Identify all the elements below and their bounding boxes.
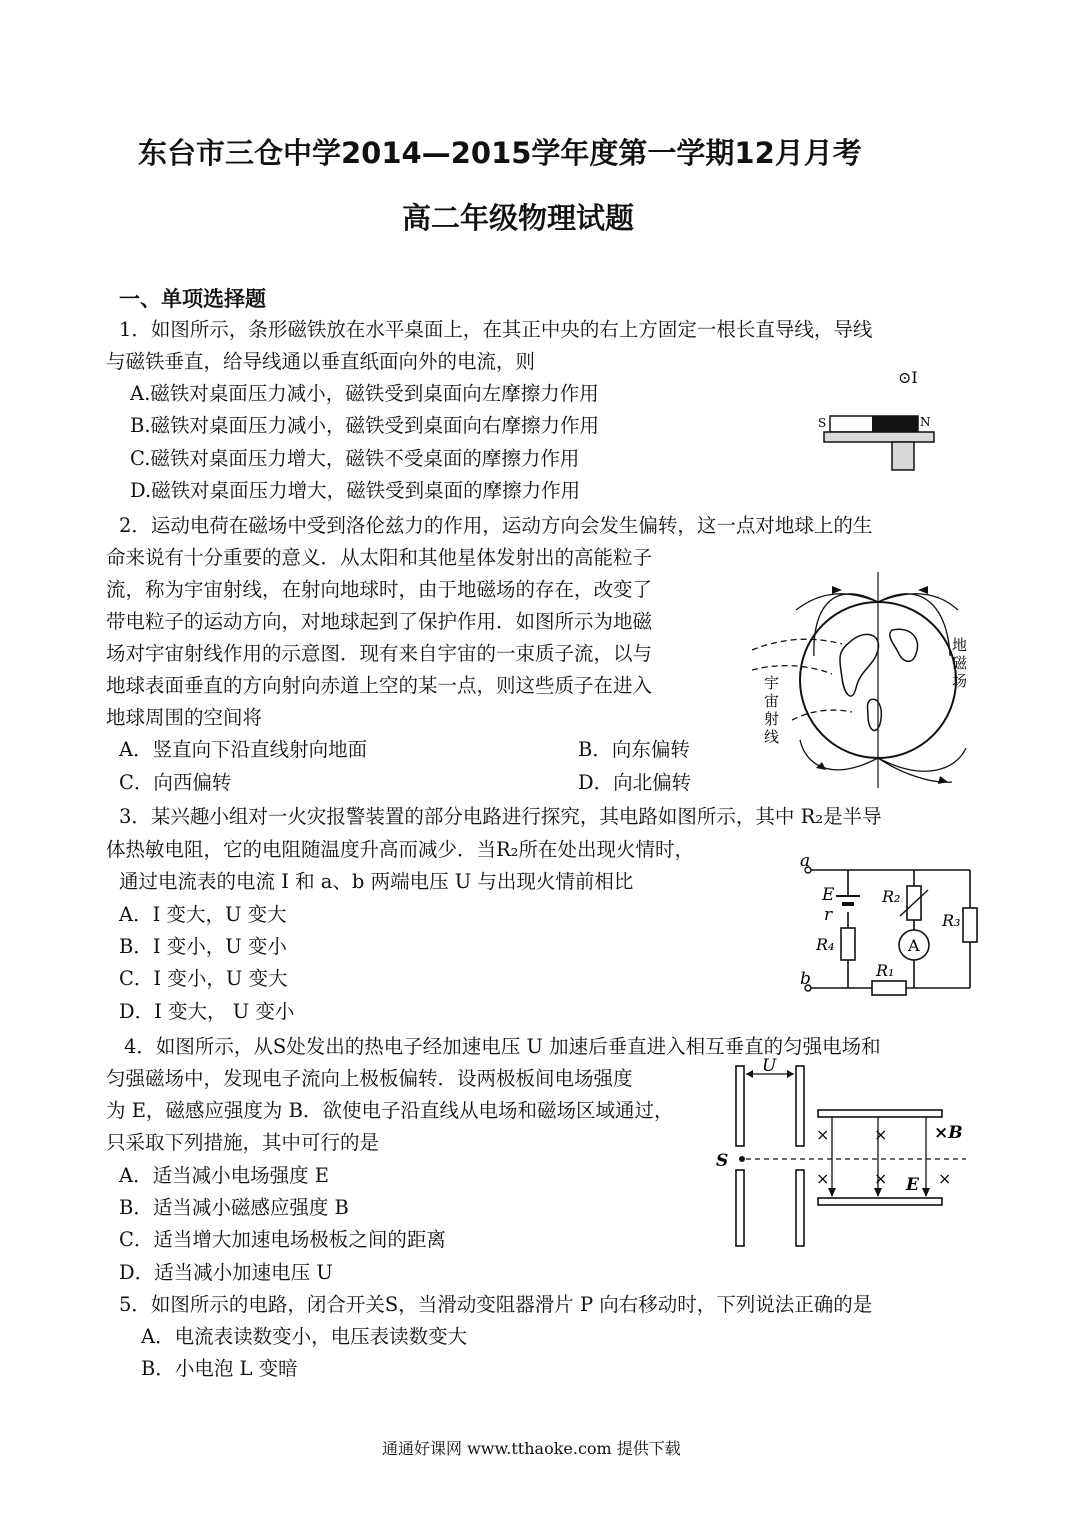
magnet-north-label: N: [920, 415, 931, 429]
question-text-line: 命来说有十分重要的意义．从太阳和其他星体发射出的高能粒子: [106, 546, 653, 569]
accelerating-plate: [736, 1066, 744, 1146]
table-leg: [892, 442, 914, 470]
emf-label: E: [822, 885, 835, 905]
magnet-south-label: S: [818, 416, 827, 430]
question-text-line: 流，称为宇宙射线，在射向地球时，由于地磁场的存在，改变了: [106, 578, 653, 601]
resistor-r3: [963, 908, 977, 942]
option-a: A．电流表读数变小，电压表读数变大: [141, 1325, 468, 1348]
option-c: C.磁铁对桌面压力增大，磁铁不受桌面的摩擦力作用: [130, 447, 580, 470]
terminal-b-label: b: [800, 969, 811, 989]
label-char: 场: [952, 672, 968, 690]
lower-deflection-plate: [818, 1198, 942, 1205]
current-label: ⊙I: [898, 368, 918, 387]
r1-label: R₁: [876, 961, 895, 980]
magnetic-field-cross: ×: [938, 1169, 952, 1188]
option-b: B．I 变小，U 变小: [119, 935, 287, 958]
resistor-r1: [872, 981, 906, 995]
magnet-wire-figure: [810, 364, 940, 474]
source-label: S: [716, 1151, 729, 1171]
label-char: 线: [764, 728, 780, 746]
option-c: C．适当增大加速电场极板之间的距离: [119, 1228, 446, 1251]
arrow-head: [918, 586, 928, 594]
option-a: A．适当减小电场强度 E: [119, 1164, 330, 1187]
question-text-line: 与磁铁垂直，给导线通以垂直纸面向外的电流，则: [106, 350, 536, 373]
accelerating-plate: [796, 1066, 804, 1146]
magnetic-field-label: ×B: [934, 1123, 963, 1143]
arrow-head: [816, 762, 826, 770]
question-text-line: 体热敏电阻，它的电阻随温度升高而减少．当R₂所在处出现火情时，: [106, 838, 694, 861]
option-a: A.磁铁对桌面压力减小，磁铁受到桌面向左摩擦力作用: [130, 382, 599, 405]
label-char: 射: [764, 710, 780, 728]
question-text-line: 带电粒子的运动方向，对地球起到了保护作用．如图所示为地磁: [106, 610, 653, 633]
label-char: 宙: [764, 692, 780, 710]
option-d: D．向北偏转: [578, 771, 692, 794]
question-text-line: 为 E，磁感应强度为 B．欲使电子沿直线从电场和磁场区域通过，: [106, 1099, 674, 1122]
option-d: D.磁铁对桌面压力增大，磁铁受到桌面的摩擦力作用: [130, 479, 581, 502]
question-text-line: 1．如图所示，条形磁铁放在水平桌面上，在其正中央的右上方固定一根长直导线，导线: [119, 318, 873, 341]
option-a: A．竖直向下沿直线射向地面: [119, 738, 368, 761]
magnetic-field-cross: ×: [874, 1169, 888, 1188]
exam-subtitle: 高二年级物理试题: [402, 201, 635, 235]
question-text-line: 地球表面垂直的方向射向赤道上空的某一点，则这些质子在进入: [106, 674, 653, 697]
footer-text: 通通好课网 www.tthaoke.com 提供下载: [382, 1439, 681, 1458]
resistor-r4: [841, 928, 855, 960]
option-b: B．适当减小磁感应强度 B: [119, 1196, 349, 1219]
question-text-line: 场对宇宙射线作用的示意图．现有来自宇宙的一束质子流，以与: [106, 642, 653, 665]
magnetic-field-cross: ×: [816, 1125, 830, 1144]
question-text-line: 地球周围的空间将: [106, 706, 263, 729]
electric-field-label: E: [906, 1175, 919, 1195]
question-text-line: 3．某兴趣小组对一火灾报警装置的部分电路进行探究，其电路如图所示，其中 R₂是半导: [119, 805, 882, 828]
option-a: A．I 变大，U 变大: [119, 903, 287, 926]
question-text-line: 匀强磁场中，发现电子流向上极板偏转．设两极板间电场强度: [106, 1067, 633, 1090]
question-text-line: 2．运动电荷在磁场中受到洛伦兹力的作用，运动方向会发生偏转，这一点对地球上的生: [119, 514, 873, 537]
geomagnetic-field-label: [952, 636, 968, 690]
r4-label: R₄: [816, 935, 835, 954]
accelerating-plate: [736, 1170, 744, 1246]
terminal-a-label: a: [800, 851, 811, 871]
arrow-head: [832, 586, 842, 594]
option-b: B.磁铁对桌面压力减小，磁铁受到桌面向右摩擦力作用: [130, 414, 600, 437]
internal-resistance-label: r: [824, 905, 833, 925]
option-d: D．I 变大， U 变小: [119, 1000, 295, 1023]
option-b: B．向东偏转: [578, 738, 690, 761]
r3-label: R₃: [942, 911, 961, 930]
label-char: 地: [952, 636, 968, 654]
magnetic-field-cross: ×: [816, 1169, 830, 1188]
option-c: C．I 变小，U 变大: [119, 967, 288, 990]
section-title: 一、单项选择题: [119, 287, 266, 311]
ammeter-label: A: [908, 936, 920, 955]
earth-magnetic-field-figure: [752, 570, 980, 792]
option-c: C．向西偏转: [119, 771, 232, 794]
magnet-north-half: [872, 416, 918, 432]
voltage-label: U: [762, 1058, 777, 1076]
label-char: 宇: [764, 674, 780, 692]
question-text-line: 4．如图所示，从S处发出的热电子经加速电压 U 加速后垂直进入相互垂直的匀强电场和: [124, 1035, 881, 1058]
accelerating-plate: [796, 1170, 804, 1246]
option-d: D．适当减小加速电压 U: [119, 1261, 333, 1284]
velocity-selector-figure: [712, 1058, 968, 1248]
r2-label: R₂: [882, 887, 901, 906]
exam-title: 东台市三仓中学2014—2015学年度第一学期12月月考: [138, 136, 862, 170]
table-top: [824, 432, 934, 442]
option-b: B．小电泡 L 变暗: [141, 1357, 298, 1380]
cosmic-ray-label: [764, 674, 779, 746]
label-char: 磁: [952, 654, 968, 672]
question-text-line: 通过电流表的电流 I 和 a、b 两端电压 U 与出现火情前相比: [119, 870, 634, 893]
continent: [868, 699, 882, 730]
magnetic-field-cross: ×: [874, 1125, 888, 1144]
question-text-line: 5．如图所示的电路，闭合开关S，当滑动变阻器滑片 P 向右移动时，下列说法正确的是: [119, 1293, 873, 1316]
question-text-line: 只采取下列措施，其中可行的是: [106, 1131, 380, 1154]
electron-source: [739, 1156, 745, 1162]
upper-deflection-plate: [818, 1110, 942, 1117]
fire-alarm-circuit-figure: [790, 850, 990, 998]
